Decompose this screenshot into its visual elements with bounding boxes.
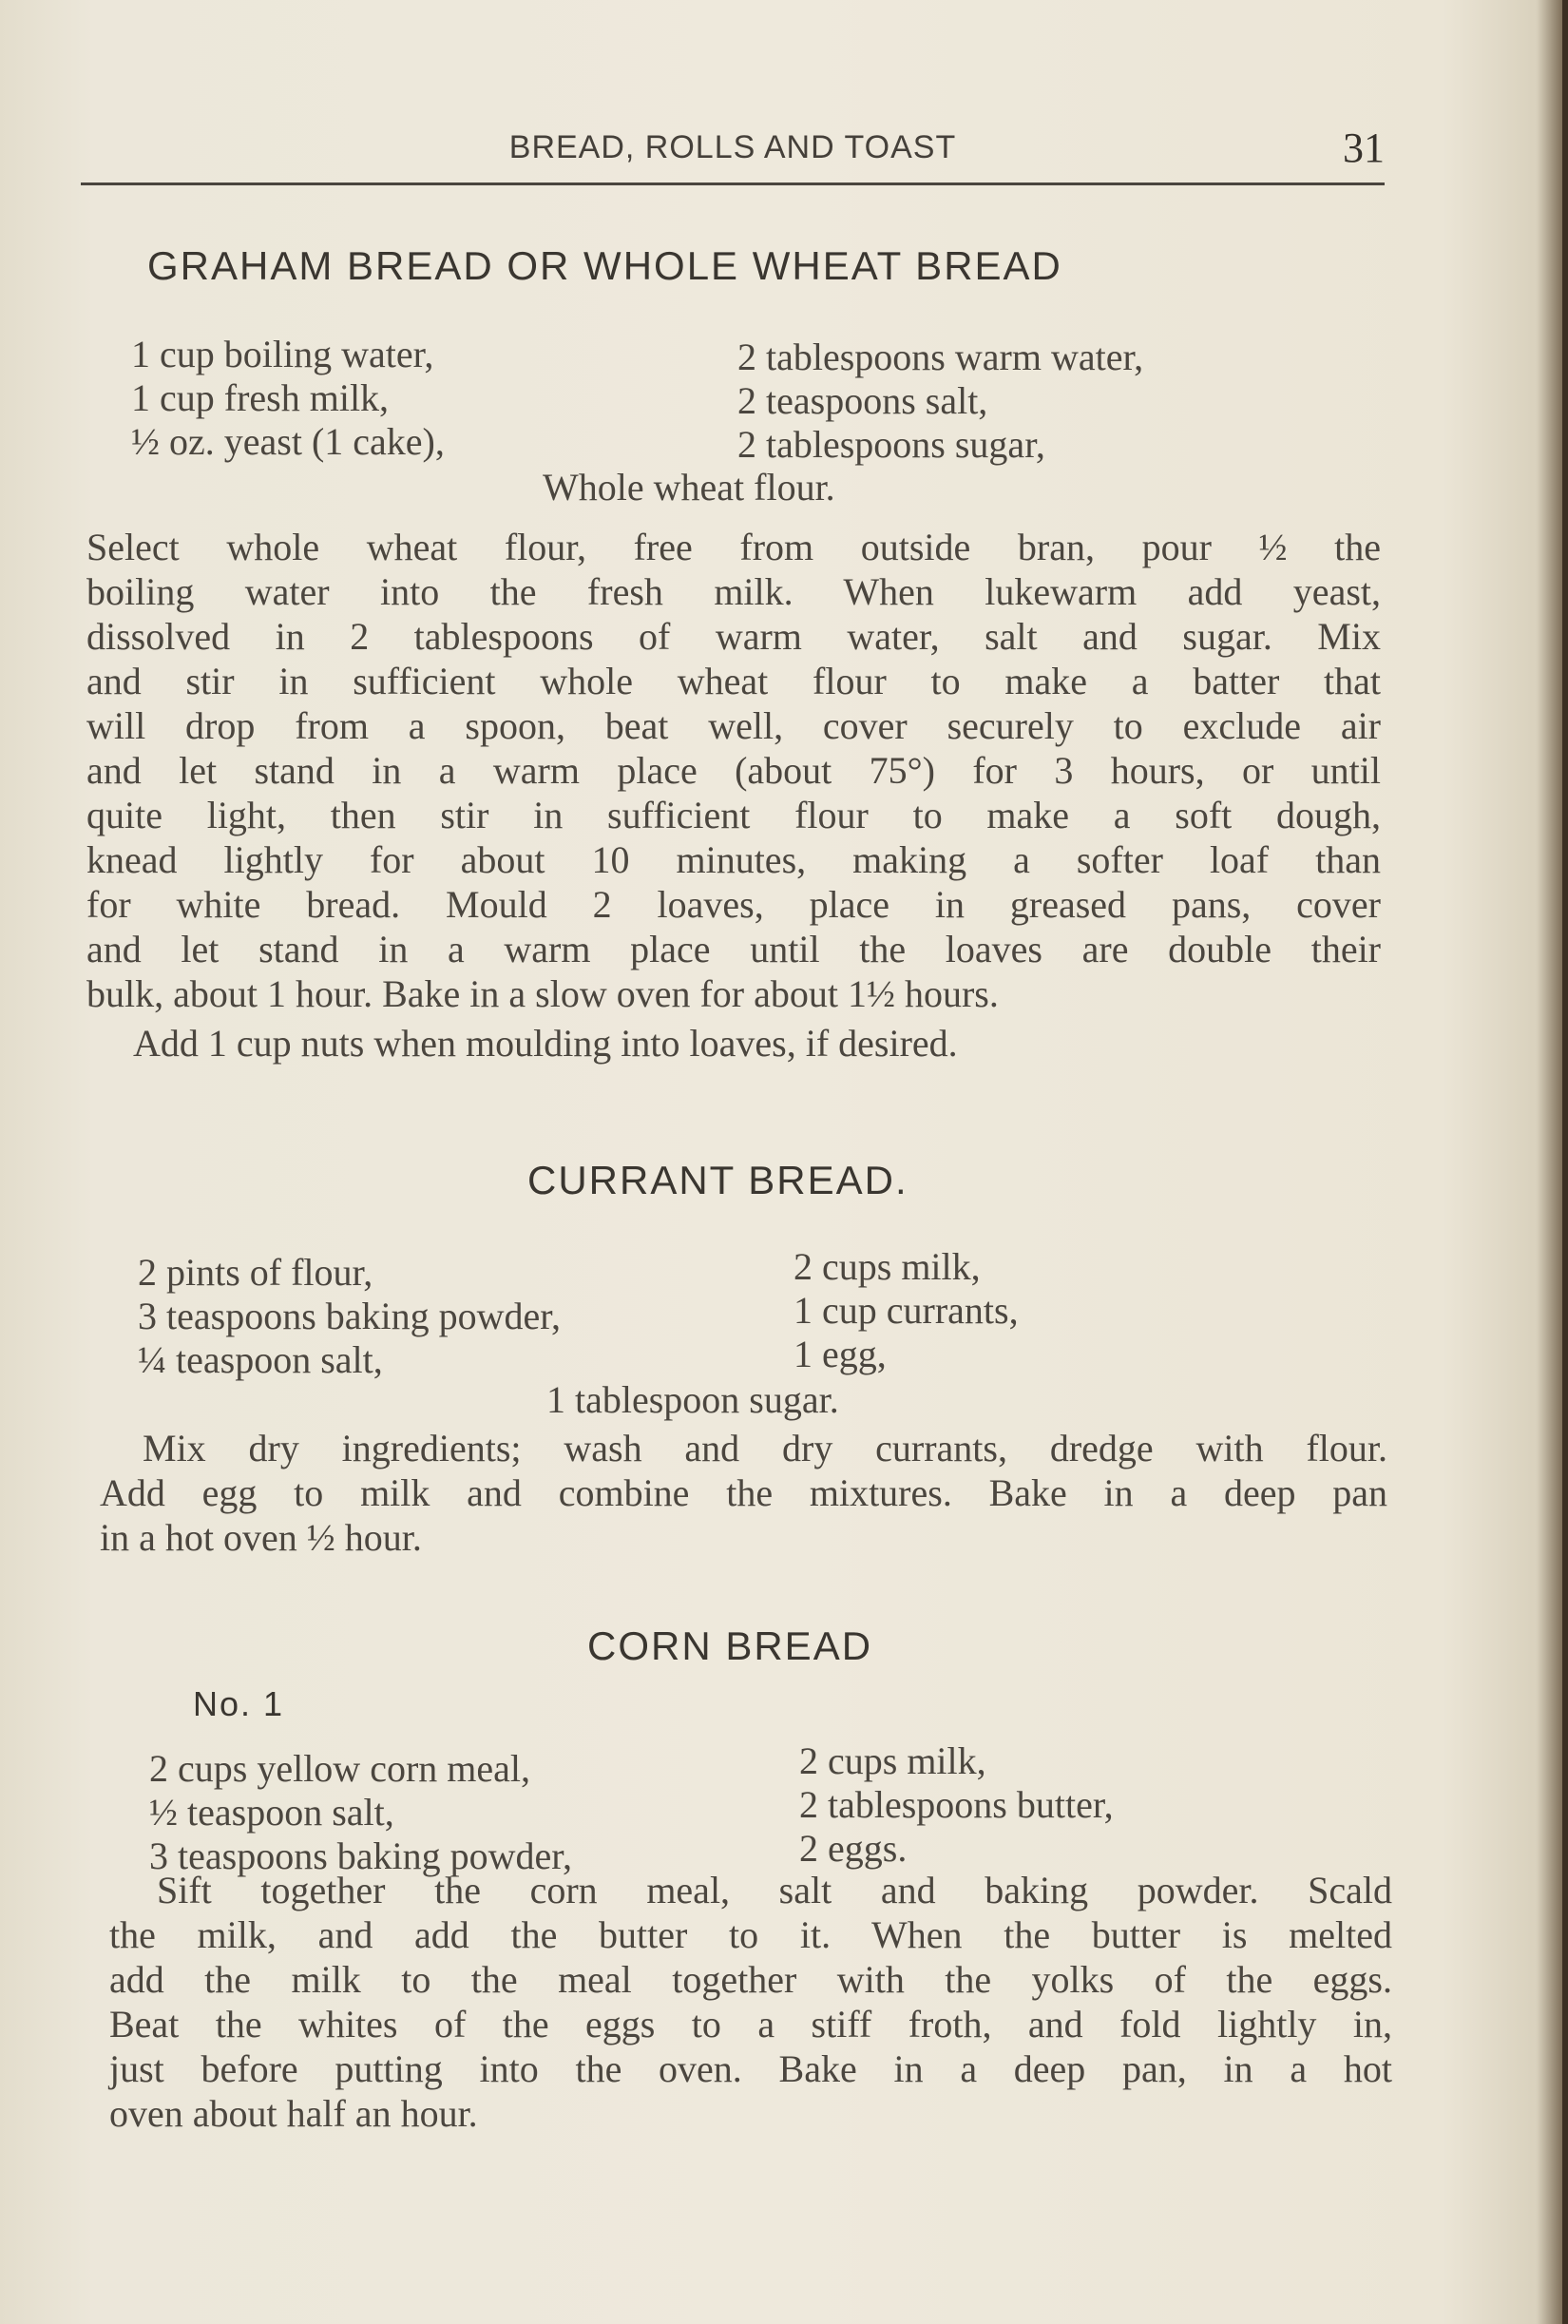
ingredient-center: 1 tablespoon sugar. bbox=[546, 1378, 839, 1421]
method-line: Beat the whites of the eggs to a stiff froth, and fold lightly in, bbox=[109, 2003, 1392, 2046]
method-line: boiling water into the fresh milk. When lukewarm add yeast, bbox=[86, 570, 1381, 613]
ingredient-item: 2 tablespoons warm water, bbox=[737, 336, 1144, 378]
ingredient-item: 1 egg, bbox=[794, 1333, 887, 1375]
method-line: bulk, about 1 hour. Bake in a slow oven for about 1½ hours. bbox=[86, 972, 999, 1015]
ingredients-left-column bbox=[131, 333, 445, 464]
ingredient-item: 2 cups milk, bbox=[794, 1245, 981, 1288]
ingredients-right-column bbox=[794, 1245, 1019, 1376]
method-line: Mix dry ingredients; wash and dry currants, dredge with flour. bbox=[143, 1427, 1387, 1469]
method-line: for white bread. Mould 2 loaves, place in greased pans, cover bbox=[86, 883, 1381, 926]
method-paragraph bbox=[86, 525, 1381, 1016]
method-line: oven about half an hour. bbox=[109, 2092, 478, 2135]
method-line: and stir in sufficient whole wheat flour to make a batter that bbox=[86, 660, 1381, 702]
method-line: Sift together the corn meal, salt and baking powder. Scald bbox=[157, 1869, 1392, 1911]
recipe-title-corn-bread: CORN BREAD bbox=[587, 1623, 873, 1668]
method-line: in a hot oven ½ hour. bbox=[100, 1516, 422, 1559]
method-paragraph bbox=[100, 1426, 1387, 1560]
ingredient-item: ¼ teaspoon salt, bbox=[138, 1338, 383, 1381]
method-line: and let stand in a warm place until the loaves are double their bbox=[86, 928, 1381, 970]
method-line: just before putting into the oven. Bake in a deep pan, in a hot bbox=[109, 2047, 1392, 2090]
ingredient-item: 2 tablespoons sugar, bbox=[737, 423, 1045, 466]
ingredients-left-column bbox=[149, 1747, 572, 1878]
ingredient-item: ½ oz. yeast (1 cake), bbox=[131, 420, 445, 463]
method-line: quite light, then stir in sufficient flour to make a soft dough, bbox=[86, 794, 1381, 836]
method-line: and let stand in a warm place (about 75°) for 3 hours, or until bbox=[86, 749, 1381, 792]
ingredient-item: 2 eggs. bbox=[799, 1827, 908, 1870]
running-header bbox=[81, 124, 1385, 179]
page-number: 31 bbox=[1343, 125, 1385, 171]
ingredient-item: 2 tablespoons butter, bbox=[799, 1783, 1114, 1826]
ingredient-item: 3 teaspoons baking powder, bbox=[138, 1295, 561, 1337]
ingredients-right-column bbox=[799, 1739, 1114, 1871]
ingredient-center: Whole wheat flour. bbox=[543, 466, 835, 509]
method-line: the milk, and add the butter to it. When the butter is melted bbox=[109, 1913, 1392, 1956]
ingredient-item: 2 teaspoons salt, bbox=[737, 379, 988, 422]
recipe-title-currant-bread: CURRANT BREAD. bbox=[527, 1158, 908, 1202]
method-line: Select whole wheat flour, free from outside bran, pour ½ the bbox=[86, 526, 1381, 568]
recipe-subtitle: No. 1 bbox=[193, 1684, 285, 1723]
ingredient-item: 3 teaspoons baking powder, bbox=[149, 1834, 572, 1877]
method-line: Add egg to milk and combine the mixtures. Bake in a deep pan bbox=[100, 1471, 1387, 1514]
running-title: BREAD, ROLLS AND TOAST bbox=[508, 129, 957, 165]
page-edge-shadow bbox=[1562, 0, 1568, 2324]
ingredient-item: ½ teaspoon salt, bbox=[149, 1791, 394, 1834]
ingredient-item: 1 cup boiling water, bbox=[131, 333, 434, 375]
ingredients-left-column bbox=[138, 1251, 561, 1382]
method-line: knead lightly for about 10 minutes, making a softer loaf than bbox=[86, 838, 1381, 881]
ingredient-item: 2 cups milk, bbox=[799, 1739, 986, 1782]
recipe-note: Add 1 cup nuts when moulding into loaves, if desired. bbox=[133, 1022, 958, 1065]
method-line: add the milk to the meal together with the yolks of the eggs. bbox=[109, 1958, 1392, 2001]
ingredients-right-column bbox=[737, 336, 1143, 467]
recipe-title-graham-bread: GRAHAM BREAD OR WHOLE WHEAT BREAD bbox=[147, 243, 1062, 288]
header-rule bbox=[81, 182, 1385, 185]
method-line: will drop from a spoon, beat well, cover securely to exclude air bbox=[86, 704, 1381, 747]
ingredient-item: 1 cup fresh milk, bbox=[131, 376, 390, 419]
ingredient-item: 2 cups yellow corn meal, bbox=[149, 1747, 530, 1790]
method-line: dissolved in 2 tablespoons of warm water, salt and sugar. Mix bbox=[86, 615, 1381, 658]
ingredient-item: 1 cup currants, bbox=[794, 1289, 1019, 1332]
method-paragraph bbox=[109, 1868, 1392, 2136]
ingredient-item: 2 pints of flour, bbox=[138, 1251, 373, 1294]
